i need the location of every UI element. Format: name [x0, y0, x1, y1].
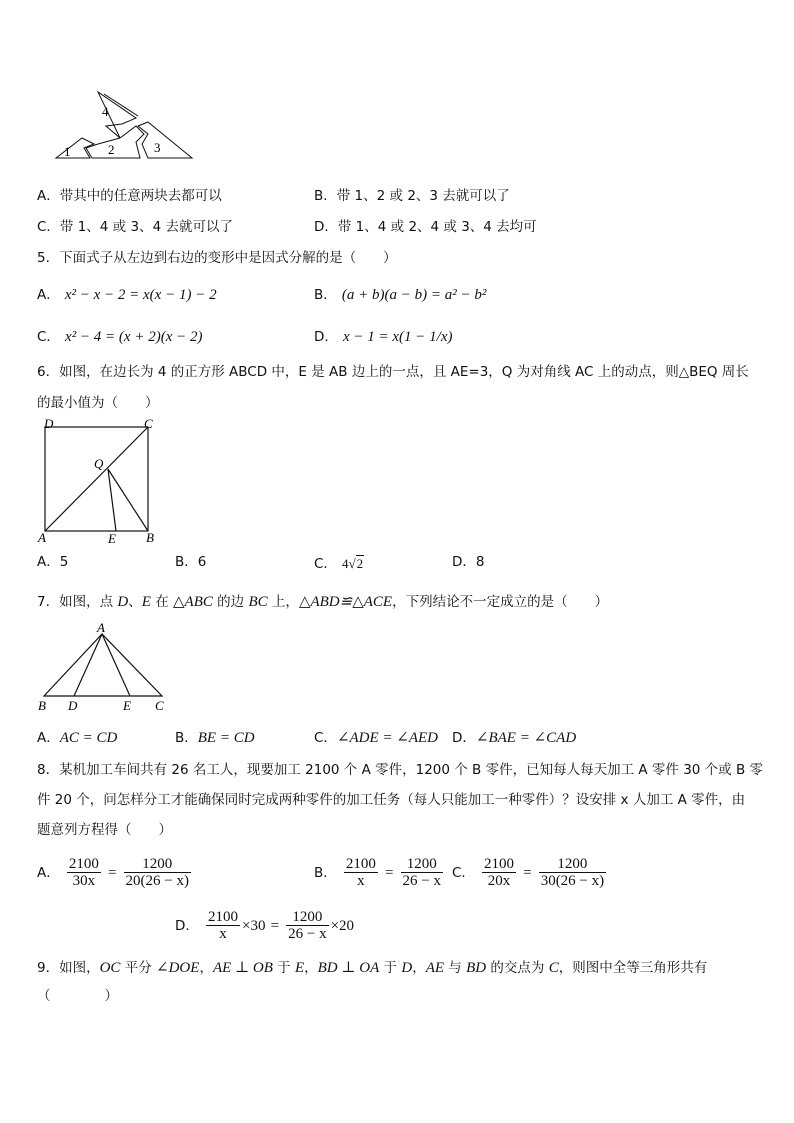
q4-option-c: C．带 1、4 或 3、4 去就可以了	[37, 219, 233, 235]
segment-qe	[108, 469, 116, 531]
q8-b-d2: 26 − x	[402, 873, 441, 889]
piece-4-edge	[104, 94, 138, 116]
q9-text-9: 的交点为	[486, 960, 549, 976]
label-d: D	[68, 698, 78, 713]
q8-d-frac-right	[286, 909, 328, 942]
q4-option-a: A．带其中的任意两块去都可以	[37, 188, 222, 204]
piece-2-shape	[86, 126, 144, 158]
q5-option-a	[37, 284, 217, 304]
label-a: A	[38, 530, 46, 545]
q8-c-frac-right	[539, 856, 606, 889]
q9-text-2: 平分	[120, 960, 157, 976]
label-c: C	[144, 416, 153, 431]
q8-b-frac-left	[344, 856, 378, 889]
label-c: C	[155, 698, 164, 713]
piece-2-label: 2	[108, 142, 115, 157]
q7-text-2: 、	[128, 594, 142, 610]
q7-label-a: A．	[37, 730, 60, 746]
q7-option-a	[37, 727, 117, 747]
q5-option-c	[37, 326, 202, 346]
label-b: B	[146, 530, 154, 545]
q7-expr-a: AC = CD	[59, 730, 118, 746]
q7-label-b: B．	[175, 730, 198, 746]
q8-d-m1: ×30	[242, 918, 266, 934]
q6-stem-line2: 的最小值为（ ）	[37, 395, 159, 411]
q9-text-4: 于	[272, 960, 295, 976]
triangle-outline	[44, 634, 162, 696]
label-d: D	[44, 416, 54, 431]
segment-ae	[102, 634, 130, 696]
q8-label-a: A．	[37, 865, 60, 881]
q8-a-d1: 30x	[72, 873, 96, 889]
q8-option-d: D． $\frac{2100}{x}$ ×30 = $\frac{1200}{26 - x}$ ×20	[175, 909, 355, 942]
q7-option-c	[314, 727, 438, 747]
q8-d-frac-left	[206, 909, 240, 942]
piece-4-label: 4	[102, 104, 109, 119]
label-e: E	[123, 698, 131, 713]
q7-label-d: D．	[452, 730, 476, 746]
q7-label-c: C．	[314, 730, 337, 746]
q7-expr-b: BE = CD	[197, 730, 255, 746]
q4-option-d: D．带 1、4 或 2、4 或 3、4 去均可	[314, 219, 537, 235]
q8-b-d1: x	[357, 873, 365, 889]
q8-c-n2: 1200	[539, 856, 606, 873]
q9-text-7: ，	[412, 960, 426, 976]
q8-c-d2: 30(26 − x)	[540, 873, 605, 889]
q9-point-c: C	[548, 960, 559, 976]
q8-b-n1: 2100	[345, 856, 376, 872]
q8-a-n2: 1200	[124, 856, 191, 873]
q7-side-bc: BC	[248, 594, 268, 610]
q7-text-1: 7．如图，点	[37, 594, 118, 610]
diagonal-ac	[45, 427, 148, 531]
label-q: Q	[94, 456, 104, 471]
q6-option-a: A．5	[37, 554, 69, 570]
q7-stem	[37, 591, 608, 611]
q7-expr-d: ∠BAE = ∠CAD	[475, 730, 577, 746]
q7-point-e: E	[141, 594, 151, 610]
q8-d-n2: 1200	[286, 909, 328, 926]
q4-option-b: B．带 1、2 或 2、3 去就可以了	[314, 188, 510, 204]
q6-c-coef: 4	[342, 556, 349, 571]
q7-text-4: 的边	[212, 594, 249, 610]
q8-a-d2: 20(26 − x)	[125, 873, 189, 889]
q8-c-d1: 20x	[487, 873, 511, 889]
q5-stem: 5．下面式子从左边到右边的变形中是因式分解的是（ ）	[37, 250, 397, 266]
q7-point-d: D	[117, 594, 129, 610]
triangle-pieces-figure	[50, 86, 200, 164]
q5-label-d: D．	[314, 329, 338, 345]
q8-label-b: B．	[314, 865, 337, 881]
q5-option-b	[314, 284, 486, 304]
q6-option-c: C． 4√2	[314, 556, 364, 572]
q7-triangle-abc: △ABC	[173, 594, 213, 610]
q8-c-n1: 2100	[484, 856, 515, 872]
q8-d-n1: 2100	[208, 909, 238, 925]
q8-d-m2: ×20	[330, 918, 355, 934]
label-e: E	[108, 531, 116, 546]
q6-label-c: C．	[314, 556, 337, 572]
q9-ae: AE	[425, 960, 445, 976]
q5-expr-b: (a + b)(a − b) = a² − b²	[341, 287, 487, 303]
q5-label-b: B．	[314, 287, 337, 303]
q9-text-1: 9．如图，	[37, 960, 100, 976]
q7-text-6: ，下列结论不一定成立的是（ ）	[392, 594, 609, 610]
q5-label-a: A．	[37, 287, 60, 303]
piece-3-shape	[138, 122, 192, 158]
q8-d-d1: x	[219, 926, 227, 942]
q7-congruence: △ABD≌△ACE	[298, 594, 393, 610]
q9-point-e: E	[294, 960, 305, 976]
q7-text-3: 在	[150, 594, 173, 610]
segment-ad	[74, 634, 102, 696]
q8-d-d2: 26 − x	[288, 926, 327, 942]
q8-label-c: C．	[452, 865, 475, 881]
q9-text-8: 与	[444, 960, 467, 976]
segment-qb	[108, 469, 148, 531]
q8-option-b: B． $\frac{2100}{x}$ = $\frac{1200}{26 - x}$	[314, 856, 441, 889]
q8-option-a: A． $\frac{2100}{30x}$ = $\frac{1200}{20(26 - x)}$	[37, 856, 189, 889]
q8-stem-line2: 件 20 个，问怎样分工才能确保同时完成两种零件的加工任务（每人只能加工一种零件）？设安排 x 人加工 A 零件，由	[37, 792, 746, 808]
q6-c-radicand: 2	[356, 556, 364, 571]
q8-b-n2: 1200	[401, 856, 443, 873]
q8-b-frac-right	[401, 856, 443, 889]
q9-ae-perp-ob: AE ⊥ OB	[212, 960, 273, 976]
q8-option-c: C． $\frac{2100}{20x}$ = $\frac{1200}{30(26 - x)}$	[452, 856, 605, 889]
q5-label-c: C．	[37, 329, 60, 345]
q8-label-d: D．	[175, 918, 199, 934]
piece-1-shape	[56, 138, 94, 158]
piece-1-label: 1	[64, 144, 71, 159]
q9-text-3: ，	[199, 960, 213, 976]
q8-c-frac-left	[482, 856, 516, 889]
label-a: A	[97, 620, 105, 635]
q7-option-d	[452, 727, 576, 747]
q8-a-n1: 2100	[68, 856, 99, 872]
q8-a-frac-right	[124, 856, 191, 889]
q6-stem-line1: 6．如图，在边长为 4 的正方形 ABCD 中，E 是 AB 边上的一点，且 AE=3，Q 为对角线 AC 上的动点，则△BEQ 周长	[37, 364, 749, 380]
q9-stem-line2: （ ）	[37, 988, 118, 1004]
square-abcd-figure	[36, 416, 166, 546]
q8-a-frac-left	[67, 856, 101, 889]
q8-stem-line3: 题意列方程得（ ）	[37, 822, 172, 838]
q9-stem	[37, 957, 707, 977]
q7-text-5: 上，	[267, 594, 299, 610]
q9-text-6: 于	[379, 960, 402, 976]
q5-expr-c: x² − 4 = (x + 2)(x − 2)	[65, 329, 203, 345]
label-b: B	[38, 698, 46, 713]
q9-oc: OC	[99, 960, 121, 976]
q9-text-5: ，	[304, 960, 318, 976]
q9-text-10: ，则图中全等三角形共有	[558, 960, 708, 976]
q6-option-b: B．6	[175, 554, 207, 570]
piece-3-label: 3	[154, 140, 161, 155]
q6-option-d: D．8	[452, 554, 485, 570]
triangle-abc-figure	[34, 620, 174, 716]
q9-point-d: D	[401, 960, 413, 976]
q9-bd-perp-oa: BD ⊥ OA	[317, 960, 380, 976]
q5-expr-d: x − 1 = x(1 − 1/x)	[343, 329, 453, 345]
q8-stem-line1: 8．某机加工车间共有 26 名工人，现要加工 2100 个 A 零件，1200 个 B 零件，已知每人每天加工 A 零件 30 个或 B 零	[37, 762, 764, 778]
q5-option-d	[314, 326, 453, 346]
q7-option-b	[175, 727, 255, 747]
q9-bd: BD	[466, 960, 487, 976]
q5-expr-a: x² − x − 2 = x(x − 1) − 2	[64, 287, 217, 303]
q7-expr-c: ∠ADE = ∠AED	[336, 730, 439, 746]
q9-angle-doe: ∠DOE	[156, 960, 200, 976]
